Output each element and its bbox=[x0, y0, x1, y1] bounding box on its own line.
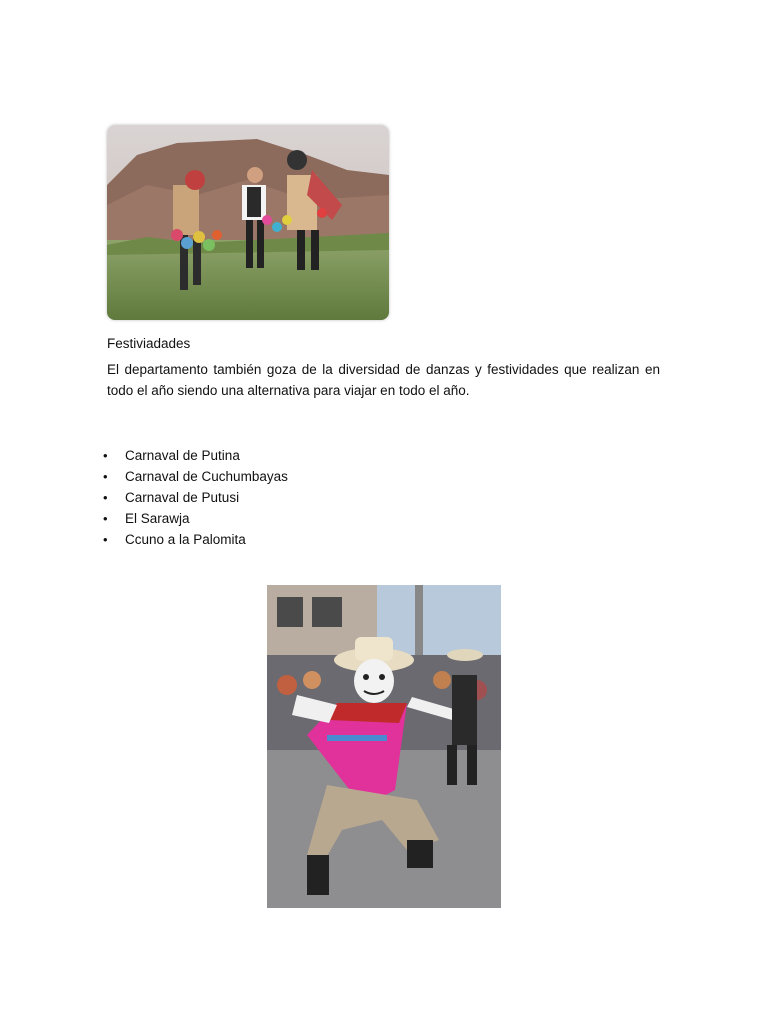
section-heading: Festiviadades bbox=[107, 336, 191, 351]
bullet-icon: • bbox=[103, 448, 108, 463]
list-item bbox=[100, 445, 288, 466]
list-item-label: Ccuno a la Palomita bbox=[125, 532, 246, 547]
bullet-icon: • bbox=[103, 532, 108, 547]
bullet-icon: • bbox=[103, 469, 108, 484]
list-item-label: Carnaval de Putusi bbox=[125, 490, 240, 505]
dancers-landscape-photo bbox=[107, 125, 389, 320]
list-item-label: El Sarawja bbox=[125, 511, 190, 526]
list-item bbox=[100, 529, 288, 550]
festival-list bbox=[100, 445, 288, 550]
masked-dancer-photo bbox=[267, 585, 501, 908]
bullet-icon: • bbox=[103, 490, 108, 505]
list-item-label: Carnaval de Putina bbox=[125, 448, 240, 463]
list-item bbox=[100, 487, 288, 508]
list-item-label: Carnaval de Cuchumbayas bbox=[125, 469, 288, 484]
section-paragraph: El departamento también goza de la diversidad de danzas y festividades que realizan en todo el año siendo una alternativa para viajar en todo el año. bbox=[107, 362, 660, 398]
bullet-icon: • bbox=[103, 511, 108, 526]
list-item bbox=[100, 508, 288, 529]
list-item bbox=[100, 466, 288, 487]
